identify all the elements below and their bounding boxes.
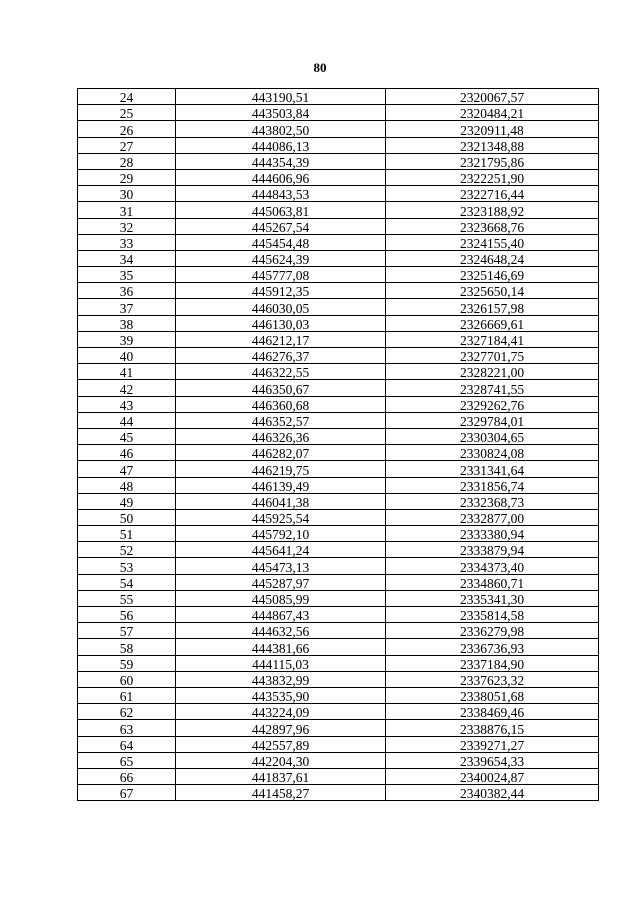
y-coordinate-cell: 2338051,68 bbox=[386, 687, 599, 703]
point-number-cell: 24 bbox=[78, 89, 176, 105]
table-row bbox=[78, 461, 599, 477]
y-coordinate-cell: 2327701,75 bbox=[386, 348, 599, 364]
table-row bbox=[78, 558, 599, 574]
x-coordinate-cell: 446276,37 bbox=[176, 348, 386, 364]
table-row bbox=[78, 687, 599, 703]
x-coordinate-cell: 442204,30 bbox=[176, 752, 386, 768]
point-number-cell: 67 bbox=[78, 785, 176, 801]
point-number-cell: 32 bbox=[78, 218, 176, 234]
y-coordinate-cell: 2333879,94 bbox=[386, 542, 599, 558]
point-number-cell: 49 bbox=[78, 493, 176, 509]
x-coordinate-cell: 443503,84 bbox=[176, 105, 386, 121]
x-coordinate-cell: 445624,39 bbox=[176, 250, 386, 266]
point-number-cell: 26 bbox=[78, 121, 176, 137]
point-number-cell: 46 bbox=[78, 445, 176, 461]
x-coordinate-cell: 441458,27 bbox=[176, 785, 386, 801]
point-number-cell: 58 bbox=[78, 639, 176, 655]
y-coordinate-cell: 2337184,90 bbox=[386, 655, 599, 671]
y-coordinate-cell: 2322251,90 bbox=[386, 169, 599, 185]
point-number-cell: 35 bbox=[78, 267, 176, 283]
point-number-cell: 42 bbox=[78, 380, 176, 396]
table-row bbox=[78, 364, 599, 380]
x-coordinate-cell: 443802,50 bbox=[176, 121, 386, 137]
point-number-cell: 29 bbox=[78, 169, 176, 185]
y-coordinate-cell: 2337623,32 bbox=[386, 671, 599, 687]
x-coordinate-cell: 443832,99 bbox=[176, 671, 386, 687]
table-row bbox=[78, 428, 599, 444]
page-number: 80 bbox=[313, 60, 327, 75]
point-number-cell: 65 bbox=[78, 752, 176, 768]
point-number-cell: 62 bbox=[78, 704, 176, 720]
y-coordinate-cell: 2323188,92 bbox=[386, 202, 599, 218]
table-row bbox=[78, 655, 599, 671]
y-coordinate-cell: 2335341,30 bbox=[386, 590, 599, 606]
y-coordinate-cell: 2340382,44 bbox=[386, 785, 599, 801]
y-coordinate-cell: 2335814,58 bbox=[386, 607, 599, 623]
table-row bbox=[78, 526, 599, 542]
table-row bbox=[78, 412, 599, 428]
table-row bbox=[78, 720, 599, 736]
table-row bbox=[78, 380, 599, 396]
y-coordinate-cell: 2327184,41 bbox=[386, 331, 599, 347]
x-coordinate-cell: 443224,09 bbox=[176, 704, 386, 720]
point-number-cell: 34 bbox=[78, 250, 176, 266]
y-coordinate-cell: 2326157,98 bbox=[386, 299, 599, 315]
point-number-cell: 61 bbox=[78, 687, 176, 703]
point-number-cell: 55 bbox=[78, 590, 176, 606]
table-row bbox=[78, 396, 599, 412]
point-number-cell: 27 bbox=[78, 137, 176, 153]
x-coordinate-cell: 444354,39 bbox=[176, 153, 386, 169]
y-coordinate-cell: 2336736,93 bbox=[386, 639, 599, 655]
table-row bbox=[78, 493, 599, 509]
point-number-cell: 31 bbox=[78, 202, 176, 218]
point-number-cell: 50 bbox=[78, 509, 176, 525]
y-coordinate-cell: 2331341,64 bbox=[386, 461, 599, 477]
table-row bbox=[78, 785, 599, 801]
x-coordinate-cell: 444115,03 bbox=[176, 655, 386, 671]
x-coordinate-cell: 444632,56 bbox=[176, 623, 386, 639]
x-coordinate-cell: 441837,61 bbox=[176, 768, 386, 784]
x-coordinate-cell: 446139,49 bbox=[176, 477, 386, 493]
x-coordinate-cell: 443535,90 bbox=[176, 687, 386, 703]
x-coordinate-cell: 445925,54 bbox=[176, 509, 386, 525]
table-row bbox=[78, 639, 599, 655]
y-coordinate-cell: 2322716,44 bbox=[386, 186, 599, 202]
x-coordinate-cell: 446130,03 bbox=[176, 315, 386, 331]
y-coordinate-cell: 2334373,40 bbox=[386, 558, 599, 574]
table-row bbox=[78, 331, 599, 347]
point-number-cell: 52 bbox=[78, 542, 176, 558]
y-coordinate-cell: 2328741,55 bbox=[386, 380, 599, 396]
y-coordinate-cell: 2323668,76 bbox=[386, 218, 599, 234]
table-row bbox=[78, 121, 599, 137]
x-coordinate-cell: 446352,57 bbox=[176, 412, 386, 428]
y-coordinate-cell: 2332877,00 bbox=[386, 509, 599, 525]
table-row bbox=[78, 186, 599, 202]
y-coordinate-cell: 2333380,94 bbox=[386, 526, 599, 542]
table-row bbox=[78, 283, 599, 299]
x-coordinate-cell: 446212,17 bbox=[176, 331, 386, 347]
point-number-cell: 37 bbox=[78, 299, 176, 315]
y-coordinate-cell: 2328221,00 bbox=[386, 364, 599, 380]
y-coordinate-cell: 2321795,86 bbox=[386, 153, 599, 169]
x-coordinate-cell: 445063,81 bbox=[176, 202, 386, 218]
y-coordinate-cell: 2339271,27 bbox=[386, 736, 599, 752]
point-number-cell: 63 bbox=[78, 720, 176, 736]
y-coordinate-cell: 2329262,76 bbox=[386, 396, 599, 412]
x-coordinate-cell: 445085,99 bbox=[176, 590, 386, 606]
point-number-cell: 54 bbox=[78, 574, 176, 590]
table-row bbox=[78, 574, 599, 590]
x-coordinate-cell: 443190,51 bbox=[176, 89, 386, 105]
table-row bbox=[78, 250, 599, 266]
table-row bbox=[78, 153, 599, 169]
table-row bbox=[78, 169, 599, 185]
table-row bbox=[78, 607, 599, 623]
x-coordinate-cell: 446030,05 bbox=[176, 299, 386, 315]
table-row bbox=[78, 348, 599, 364]
point-number-cell: 56 bbox=[78, 607, 176, 623]
point-number-cell: 64 bbox=[78, 736, 176, 752]
x-coordinate-cell: 446041,38 bbox=[176, 493, 386, 509]
point-number-cell: 47 bbox=[78, 461, 176, 477]
x-coordinate-cell: 446326,36 bbox=[176, 428, 386, 444]
table-row bbox=[78, 768, 599, 784]
y-coordinate-cell: 2339654,33 bbox=[386, 752, 599, 768]
y-coordinate-cell: 2325146,69 bbox=[386, 267, 599, 283]
coordinates-table-body bbox=[78, 89, 599, 801]
y-coordinate-cell: 2334860,71 bbox=[386, 574, 599, 590]
point-number-cell: 38 bbox=[78, 315, 176, 331]
x-coordinate-cell: 446322,55 bbox=[176, 364, 386, 380]
y-coordinate-cell: 2332368,73 bbox=[386, 493, 599, 509]
x-coordinate-cell: 444843,53 bbox=[176, 186, 386, 202]
point-number-cell: 43 bbox=[78, 396, 176, 412]
table-row bbox=[78, 234, 599, 250]
y-coordinate-cell: 2324155,40 bbox=[386, 234, 599, 250]
table-row bbox=[78, 477, 599, 493]
y-coordinate-cell: 2330824,08 bbox=[386, 445, 599, 461]
table-row bbox=[78, 299, 599, 315]
x-coordinate-cell: 445777,08 bbox=[176, 267, 386, 283]
y-coordinate-cell: 2329784,01 bbox=[386, 412, 599, 428]
y-coordinate-cell: 2321348,88 bbox=[386, 137, 599, 153]
table-row bbox=[78, 315, 599, 331]
x-coordinate-cell: 446282,07 bbox=[176, 445, 386, 461]
y-coordinate-cell: 2320067,57 bbox=[386, 89, 599, 105]
point-number-cell: 53 bbox=[78, 558, 176, 574]
table-row bbox=[78, 202, 599, 218]
table-row bbox=[78, 623, 599, 639]
table-row bbox=[78, 590, 599, 606]
point-number-cell: 57 bbox=[78, 623, 176, 639]
table-row bbox=[78, 736, 599, 752]
x-coordinate-cell: 446219,75 bbox=[176, 461, 386, 477]
point-number-cell: 39 bbox=[78, 331, 176, 347]
x-coordinate-cell: 445473,13 bbox=[176, 558, 386, 574]
y-coordinate-cell: 2326669,61 bbox=[386, 315, 599, 331]
x-coordinate-cell: 442897,96 bbox=[176, 720, 386, 736]
point-number-cell: 59 bbox=[78, 655, 176, 671]
point-number-cell: 41 bbox=[78, 364, 176, 380]
point-number-cell: 48 bbox=[78, 477, 176, 493]
table-row bbox=[78, 105, 599, 121]
x-coordinate-cell: 445287,97 bbox=[176, 574, 386, 590]
point-number-cell: 36 bbox=[78, 283, 176, 299]
x-coordinate-cell: 444086,13 bbox=[176, 137, 386, 153]
table-row bbox=[78, 137, 599, 153]
y-coordinate-cell: 2325650,14 bbox=[386, 283, 599, 299]
table-row bbox=[78, 445, 599, 461]
point-number-cell: 33 bbox=[78, 234, 176, 250]
table-row bbox=[78, 267, 599, 283]
point-number-cell: 28 bbox=[78, 153, 176, 169]
point-number-cell: 25 bbox=[78, 105, 176, 121]
table-row bbox=[78, 89, 599, 105]
coordinates-table bbox=[77, 88, 599, 801]
table-row bbox=[78, 218, 599, 234]
y-coordinate-cell: 2336279,98 bbox=[386, 623, 599, 639]
y-coordinate-cell: 2331856,74 bbox=[386, 477, 599, 493]
table-row bbox=[78, 671, 599, 687]
point-number-cell: 44 bbox=[78, 412, 176, 428]
point-number-cell: 40 bbox=[78, 348, 176, 364]
point-number-cell: 30 bbox=[78, 186, 176, 202]
x-coordinate-cell: 444606,96 bbox=[176, 169, 386, 185]
point-number-cell: 45 bbox=[78, 428, 176, 444]
table-row bbox=[78, 752, 599, 768]
y-coordinate-cell: 2338469,46 bbox=[386, 704, 599, 720]
x-coordinate-cell: 446350,67 bbox=[176, 380, 386, 396]
table-row bbox=[78, 542, 599, 558]
y-coordinate-cell: 2320911,48 bbox=[386, 121, 599, 137]
y-coordinate-cell: 2330304,65 bbox=[386, 428, 599, 444]
x-coordinate-cell: 445912,35 bbox=[176, 283, 386, 299]
x-coordinate-cell: 445792,10 bbox=[176, 526, 386, 542]
y-coordinate-cell: 2320484,21 bbox=[386, 105, 599, 121]
x-coordinate-cell: 445454,48 bbox=[176, 234, 386, 250]
y-coordinate-cell: 2324648,24 bbox=[386, 250, 599, 266]
table-row bbox=[78, 704, 599, 720]
y-coordinate-cell: 2338876,15 bbox=[386, 720, 599, 736]
point-number-cell: 66 bbox=[78, 768, 176, 784]
x-coordinate-cell: 444867,43 bbox=[176, 607, 386, 623]
y-coordinate-cell: 2340024,87 bbox=[386, 768, 599, 784]
table-row bbox=[78, 509, 599, 525]
x-coordinate-cell: 442557,89 bbox=[176, 736, 386, 752]
point-number-cell: 51 bbox=[78, 526, 176, 542]
point-number-cell: 60 bbox=[78, 671, 176, 687]
x-coordinate-cell: 445267,54 bbox=[176, 218, 386, 234]
x-coordinate-cell: 445641,24 bbox=[176, 542, 386, 558]
x-coordinate-cell: 444381,66 bbox=[176, 639, 386, 655]
x-coordinate-cell: 446360,68 bbox=[176, 396, 386, 412]
